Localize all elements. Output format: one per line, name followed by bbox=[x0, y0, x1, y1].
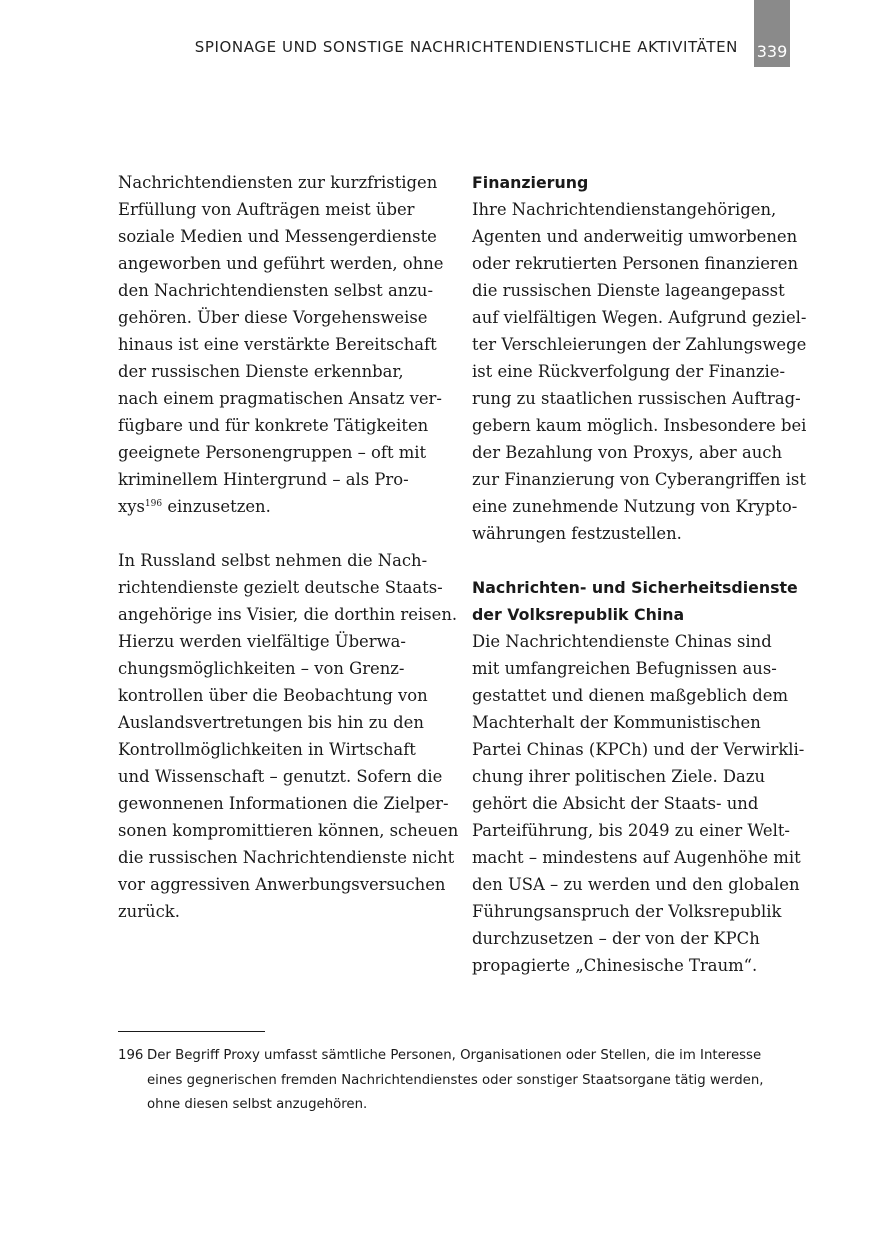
paragraph-gap bbox=[472, 547, 802, 574]
text-line: macht – mindestens auf Augenhöhe mit bbox=[472, 848, 801, 867]
text-line: die russischen Dienste lageangepasst bbox=[472, 281, 785, 300]
text-line: Parteiführung, bis 2049 zu einer Welt- bbox=[472, 821, 790, 840]
text-line: Auslandsvertretungen bis hin zu den bbox=[118, 713, 424, 732]
text-line: propagierte „Chinesische Traum“. bbox=[472, 956, 758, 975]
paragraph-gap bbox=[118, 520, 448, 547]
section-heading: der Volksrepublik China bbox=[472, 605, 685, 624]
text-line: fügbare und für konkrete Tätigkeiten bbox=[118, 416, 429, 435]
text-line: angeworben und geführt werden, ohne bbox=[118, 254, 444, 273]
running-title: SPIONAGE UND SONSTIGE NACHRICHTENDIENSTLICHE AKTIVITÄTEN bbox=[194, 38, 738, 56]
footnote-reference[interactable]: 196 bbox=[144, 499, 163, 509]
text-line: Führungsanspruch der Volksrepublik bbox=[472, 902, 782, 921]
page-number: 339 bbox=[754, 0, 790, 67]
text-line: Die Nachrichtendienste Chinas sind bbox=[472, 632, 772, 651]
text-line: durchzusetzen – der von der KPCh bbox=[472, 929, 760, 948]
text-line: zurück. bbox=[118, 902, 180, 921]
text-line: gewonnenen Informationen die Zielper- bbox=[118, 794, 449, 813]
text-line: mit umfangreichen Befugnissen aus- bbox=[472, 659, 777, 678]
section-heading: Finanzierung bbox=[472, 173, 589, 192]
text-line: gebern kaum möglich. Insbesondere bei bbox=[472, 416, 807, 435]
text-line: angehörige ins Visier, die dorthin reisen. bbox=[118, 605, 458, 624]
text-line: und Wissenschaft – genutzt. Sofern die bbox=[118, 767, 443, 786]
text-line: den Nachrichtendiensten selbst anzu- bbox=[118, 281, 434, 300]
footnote-line bbox=[118, 1044, 798, 1069]
footnote-line: ohne diesen selbst anzugehören. bbox=[147, 1097, 368, 1112]
section-heading: Nachrichten- und Sicherheitsdienste bbox=[472, 578, 798, 597]
text-line: der Bezahlung von Proxys, aber auch bbox=[472, 443, 783, 462]
text-line: vor aggressiven Anwerbungsversuchen bbox=[118, 875, 446, 894]
text-line: Erfüllung von Aufträgen meist über bbox=[118, 200, 415, 219]
text-line: Agenten und anderweitig umworbenen bbox=[472, 227, 798, 246]
footnote-line: eines gegnerischen fremden Nachrichtendienstes oder sonstiger Staatsorgane tätig werden, bbox=[147, 1072, 764, 1088]
left-column bbox=[118, 169, 459, 925]
paragraph bbox=[118, 547, 459, 925]
text-line: zur Finanzierung von Cyberangriffen ist bbox=[472, 470, 806, 489]
text-line: geeignete Personengruppen – oft mit bbox=[118, 443, 427, 462]
section-financing bbox=[472, 169, 807, 547]
text-line: chung ihrer politischen Ziele. Dazu bbox=[472, 767, 766, 786]
text-line: Machterhalt der Kommunistischen bbox=[472, 713, 761, 732]
text-line: Partei Chinas (KPCh) und der Verwirkli- bbox=[472, 740, 805, 759]
text-line: soziale Medien und Messengerdienste bbox=[118, 227, 437, 246]
text-line: Kontrollmöglichkeiten in Wirtschaft bbox=[118, 740, 416, 759]
text-line: Ihre Nachrichtendienstangehörigen, bbox=[472, 200, 777, 219]
text-line: hinaus ist eine verstärkte Bereitschaft bbox=[118, 335, 437, 354]
text-line bbox=[118, 493, 448, 520]
text-line: ter Verschleierungen der Zahlungswege bbox=[472, 335, 807, 354]
text-line: auf vielfältigen Wegen. Aufgrund geziel- bbox=[472, 308, 807, 327]
footnote bbox=[118, 1044, 798, 1118]
text-line: kriminellem Hintergrund – als Pro- bbox=[118, 470, 409, 489]
text-line: oder rekrutierten Personen finanzieren bbox=[472, 254, 798, 273]
footnote-divider bbox=[118, 1031, 265, 1032]
text-line: gehören. Über diese Vorgehensweise bbox=[118, 308, 428, 327]
text-line: gehört die Absicht der Staats- und bbox=[472, 794, 759, 813]
footnote-text: Der Begriff Proxy umfasst sämtliche Personen, Organisationen oder Stellen, die im Interesse bbox=[147, 1048, 762, 1063]
text-line: die russischen Nachrichtendienste nicht bbox=[118, 848, 455, 867]
footnote-number: 196 bbox=[118, 1048, 144, 1063]
text-line: chungsmöglichkeiten – von Grenz- bbox=[118, 659, 405, 678]
text-line: In Russland selbst nehmen die Nach- bbox=[118, 551, 428, 570]
text-fragment: einzusetzen. bbox=[162, 497, 271, 516]
text-line: kontrollen über die Beobachtung von bbox=[118, 686, 428, 705]
text-line: den USA – zu werden und den globalen bbox=[472, 875, 800, 894]
text-line: Nachrichtendiensten zur kurzfristigen bbox=[118, 173, 438, 192]
text-line: ist eine Rückverfolgung der Finanzie- bbox=[472, 362, 785, 381]
text-line: gestattet und dienen maßgeblich dem bbox=[472, 686, 789, 705]
paragraph bbox=[118, 169, 448, 520]
text-line: eine zunehmende Nutzung von Krypto- bbox=[472, 497, 798, 516]
text-line: richtendienste gezielt deutsche Staats- bbox=[118, 578, 443, 597]
right-column bbox=[472, 169, 807, 979]
text-fragment: xys bbox=[118, 497, 145, 516]
text-line: währungen festzustellen. bbox=[472, 524, 682, 543]
text-line: nach einem pragmatischen Ansatz ver- bbox=[118, 389, 442, 408]
text-line: der russischen Dienste erkennbar, bbox=[118, 362, 404, 381]
section-china-services bbox=[472, 574, 805, 979]
text-line: sonen kompromittieren können, scheuen bbox=[118, 821, 459, 840]
text-line: Hierzu werden vielfältige Überwa- bbox=[118, 632, 406, 651]
text-line: rung zu staatlichen russischen Auftrag- bbox=[472, 389, 801, 408]
